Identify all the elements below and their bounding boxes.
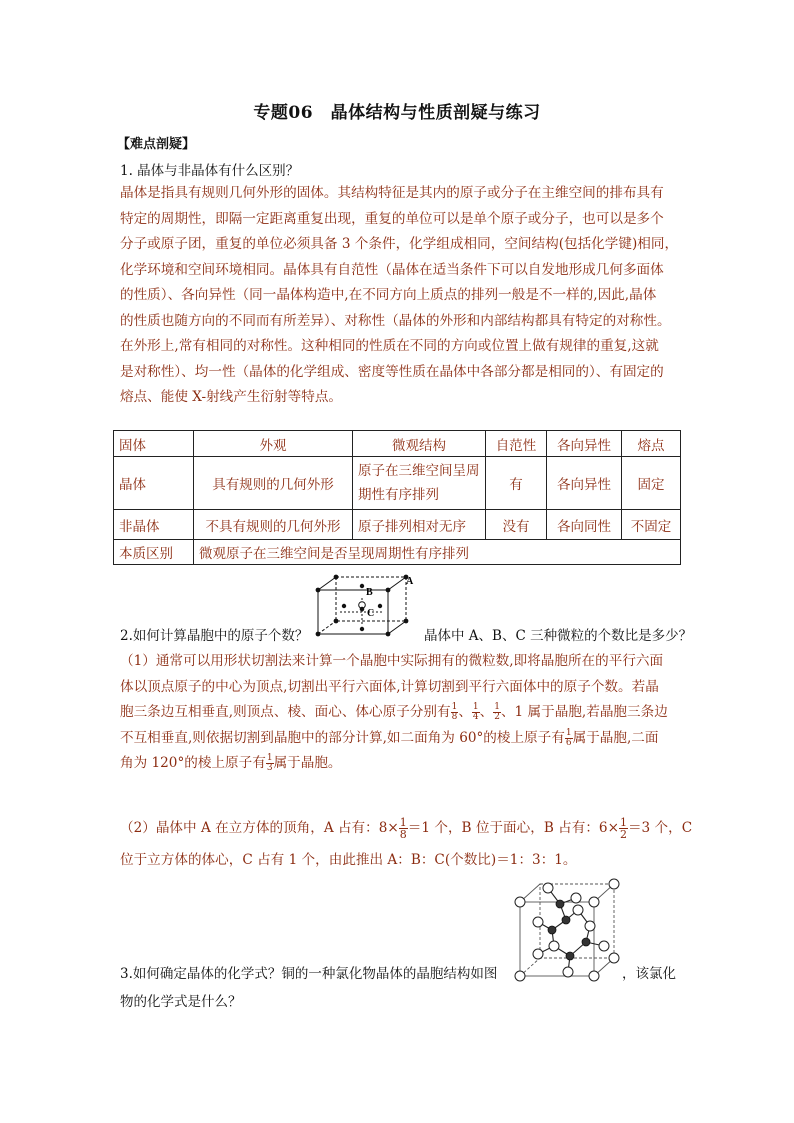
text-line: 在外形上,常有相同的对称性。这种相同的性质在不同的方向或位置上做有规律的重复,这就	[120, 338, 659, 354]
question-3-line-2: 物的化学式是什么？	[120, 994, 242, 1010]
atom-circle	[599, 941, 609, 951]
fraction-denominator: 3	[266, 763, 273, 773]
table-row	[114, 540, 681, 565]
question-2-part-a: 2.如何计算晶胞中的原子个数？	[120, 628, 309, 644]
header-cell: 外观	[194, 431, 353, 457]
fraction-denominator: 2	[619, 828, 627, 841]
fraction	[451, 703, 459, 722]
atom-circle	[589, 971, 599, 981]
cube-edge	[318, 621, 336, 634]
atom-dot	[404, 619, 409, 624]
atom-circle	[515, 971, 525, 981]
text-line: 晶体是指具有规则几何外形的固体。其结构特征是其内的原子或分子在主维空间的排布具有	[120, 185, 664, 201]
q2-answer-2	[120, 812, 693, 876]
atom-dot	[386, 632, 391, 637]
text-line	[120, 726, 680, 752]
atom-circle	[563, 967, 573, 977]
table-row	[114, 457, 681, 510]
atom-circle	[533, 917, 543, 927]
text-line: 化学环境和空间环境相同。晶体具有自范性（晶体在适当条件下可以自发地形成几何多面体	[120, 261, 664, 278]
fraction	[565, 729, 573, 748]
text-segment: 属于晶胞,二面	[572, 729, 659, 746]
table-cell: 晶体	[114, 457, 194, 510]
fraction-numerator: 1	[399, 816, 407, 829]
table-cell: 没有	[486, 510, 547, 540]
fraction-numerator: 1	[266, 753, 273, 763]
fraction	[493, 703, 501, 722]
question-2-part-b: 晶体中 A、B、C 三种微粒的个数比是多少？	[424, 628, 693, 644]
fraction-denominator: 4	[472, 712, 479, 722]
table-row	[114, 510, 681, 540]
cube-edge	[388, 621, 406, 634]
fraction-numerator: 1	[472, 702, 479, 712]
unit-cell-figure	[314, 572, 416, 638]
label-b: B	[366, 587, 373, 598]
text-line	[120, 751, 680, 777]
text-line: 体以顶点原子的中心为顶点,切割出平行六面体,计算切割到平行六面体中的原子个数。若晶	[120, 678, 659, 695]
atom-filled	[562, 916, 570, 924]
atom-circle	[609, 879, 619, 889]
question-3-line-1a: 3.如何确定晶体的化学式？铜的一种氯化物晶体的晶胞结构如图	[120, 966, 498, 982]
atom-dot	[386, 588, 391, 593]
table-cell: 不具有规则的几何外形	[194, 510, 353, 540]
fraction-denominator: 8	[399, 828, 407, 841]
atom-circle	[585, 921, 595, 931]
cube-edge	[388, 577, 406, 590]
table-cell: 各向异性	[547, 457, 622, 510]
atom-filled	[548, 926, 556, 934]
text-line: 位于立方体的体心，C 占有 1 个，由此推出 A：B：C(个数比)＝1：3：1。	[120, 852, 577, 868]
table-cell: 不固定	[622, 510, 681, 540]
fraction	[472, 703, 480, 722]
table-cell: 原子排列相对无序	[353, 510, 486, 540]
label-a: A	[406, 576, 414, 587]
header-cell: 熔点	[622, 431, 681, 457]
atom-circle	[549, 941, 559, 951]
q2-answer-1	[120, 649, 680, 777]
fraction-denominator: 8	[451, 712, 458, 722]
atom-circle	[609, 953, 619, 963]
text-segment: ＝1 个，B 位于面心，B 占有：6×	[407, 820, 619, 836]
page-title: 专题06 晶体结构与性质剖疑与练习	[253, 103, 541, 123]
text-line: 是对称性）、均一性（晶体的化学组成、密度等性质在晶体中各部分都是相同的）、有固定的	[120, 363, 664, 380]
header-cell: 自范性	[486, 431, 547, 457]
fraction-numerator: 1	[494, 702, 500, 712]
text-line: 特定的周期性，即隔一定距离重复出现，重复的单位可以是单个原子或分子，也可以是多个	[120, 210, 664, 227]
section-label: 【难点剖疑】	[117, 137, 196, 152]
table-header-row	[114, 431, 681, 457]
fraction-numerator: 1	[619, 816, 627, 829]
atom-dot	[316, 588, 321, 593]
atom-dot	[378, 604, 382, 608]
fraction	[266, 754, 274, 773]
text-line: 胞三条边互相垂直,则顶点、棱、面心、体心原子分别有 $\frac{1}{8}$ 、 $\frac{1}{4}$ 、 $\frac{1}{2}$ 、1 属于晶胞,若晶胞三条边	[120, 702, 668, 722]
atom-dot	[342, 604, 346, 608]
cube-edge	[318, 577, 336, 590]
text-line: 熔点、能使 X-射线产生衍射等特点。	[120, 389, 343, 405]
table-cell: 原子在三维空间呈周期性有序排列	[353, 457, 486, 510]
table-cell: 微观原子在三维空间是否呈现周期性有序排列	[194, 540, 681, 565]
header-cell: 固体	[114, 431, 194, 457]
fraction-denominator: 6	[565, 737, 572, 748]
atom-c	[360, 607, 365, 612]
atom-dot	[334, 575, 339, 580]
copper-chloride-cell-figure	[508, 876, 620, 986]
question-3-line-1b: ，该氯化	[622, 966, 676, 982]
fraction-denominator: 2	[494, 712, 500, 722]
fraction-numerator: 1	[451, 702, 458, 712]
comparison-table	[113, 430, 681, 565]
text-line: 的性质也随方向的不同而有所差异）、对称性（晶体的外形和内部结构都具有特定的对称性。	[120, 312, 671, 329]
text-line	[120, 812, 693, 844]
atom-filled	[582, 938, 590, 946]
atom-circle	[543, 883, 553, 893]
table-cell: 有	[486, 457, 547, 510]
atom-circle	[589, 897, 599, 907]
table-cell: 非晶体	[114, 510, 194, 540]
text-segment: 属于晶胞。	[273, 755, 342, 771]
text-line: 的性质）、各向异性（同一晶体构造中,在不同方向上质点的排列一般是不一样的,因此,晶体	[120, 287, 657, 303]
text-line: （1）通常可以用形状切割法来计算一个晶胞中实际拥有的微粒数,即将晶胞所在的平行六面	[120, 653, 664, 669]
atom-dot	[316, 632, 321, 637]
fraction	[399, 817, 408, 840]
text-segment: ＝3 个，C	[627, 820, 693, 836]
label-c: C	[367, 608, 375, 619]
fraction	[619, 817, 628, 840]
header-cell: 微观结构	[353, 431, 486, 457]
text-segment: 角为 120°的棱上原子有	[120, 755, 266, 771]
atom-circle	[533, 949, 543, 959]
atom-dot	[360, 584, 364, 588]
atom-filled	[556, 900, 564, 908]
text-segment: 胞三条边互相垂直,则顶点、棱、面心、体心原子分别有	[120, 704, 451, 720]
atom-dot	[360, 627, 364, 631]
atom-circle	[573, 905, 583, 915]
atom-filled	[566, 952, 574, 960]
table-cell: 具有规则的几何外形	[194, 457, 353, 510]
fraction-numerator: 1	[565, 727, 572, 738]
table-cell: 各向同性	[547, 510, 622, 540]
q1-answer	[120, 181, 680, 411]
table-cell: 固定	[622, 457, 681, 510]
header-cell: 各向异性	[547, 431, 622, 457]
text-segment: 不互相垂直,则依据切割到晶胞中的部分计算,如二面角为 60°的棱上原子有	[120, 729, 565, 746]
atom-circle	[571, 893, 581, 903]
table-cell: 本质区别	[114, 540, 194, 565]
atom-circle	[515, 897, 525, 907]
question-1: 1. 晶体与非晶体有什么区别？	[120, 163, 300, 179]
text-segment: 、1 属于晶胞,若晶胞三条边	[500, 704, 668, 720]
atom-dot	[334, 619, 339, 624]
text-segment: （2）晶体中 A 在立方体的顶角，A 占有：8×	[120, 820, 399, 836]
text-line: 分子或原子团，重复的单位必须具备 3 个条件，化学组成相同，空间结构(包括化学键)相同，	[120, 236, 679, 252]
